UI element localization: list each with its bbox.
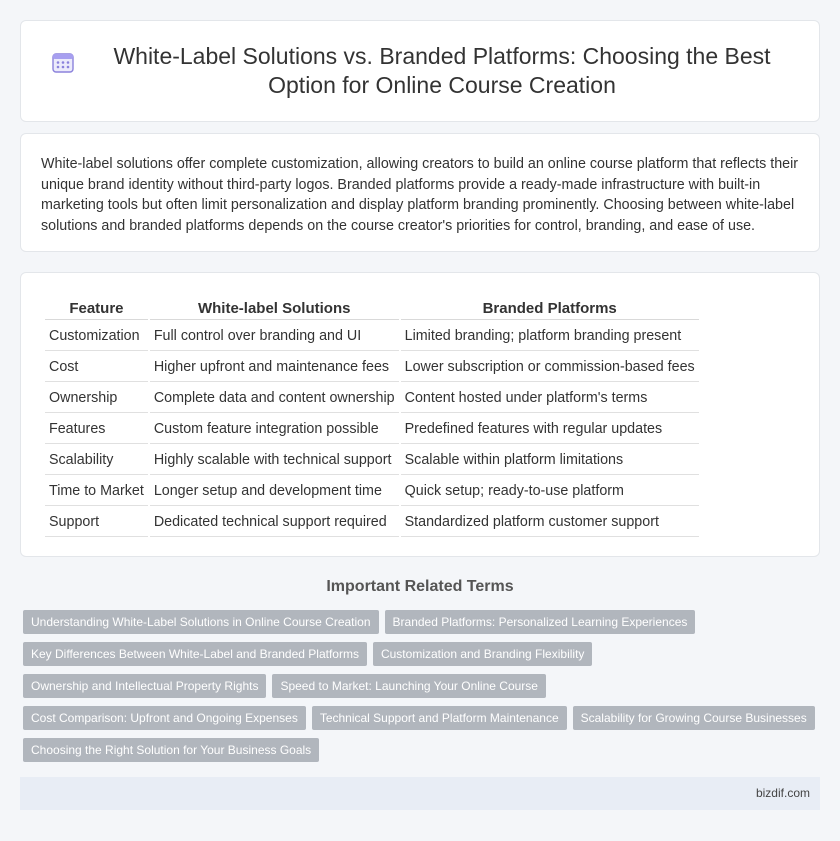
table-row [45,415,699,444]
table-cell: Predefined features with regular updates [401,415,699,444]
comparison-card [20,272,820,557]
table-row [45,322,699,351]
table-header-row [45,297,699,320]
related-term-tag[interactable]: Customization and Branding Flexibility [373,642,592,666]
table-row [45,477,699,506]
table-cell: Limited branding; platform branding present [401,322,699,351]
table-cell: Content hosted under platform's terms [401,384,699,413]
related-term-tag[interactable]: Ownership and Intellectual Property Rights [23,674,266,698]
related-term-tag[interactable]: Branded Platforms: Personalized Learning Experiences [385,610,696,634]
page-title: White-Label Solutions vs. Branded Platforms: Choosing the Best Option for Online Course Creation [113,43,771,98]
related-term-tag[interactable]: Speed to Market: Launching Your Online Course [272,674,546,698]
table-cell: Dedicated technical support required [150,508,399,537]
related-term-tag[interactable]: Understanding White-Label Solutions in Online Course Creation [23,610,379,634]
comparison-table [43,295,701,539]
table-cell: Cost [45,353,148,382]
table-cell: Higher upfront and maintenance fees [150,353,399,382]
table-cell: Ownership [45,384,148,413]
table-cell: Complete data and content ownership [150,384,399,413]
table-cell: Standardized platform customer support [401,508,699,537]
footer [20,777,820,810]
calendar-icon [51,50,75,74]
table-cell: Quick setup; ready-to-use platform [401,477,699,506]
table-row [45,353,699,382]
table-row [45,384,699,413]
related-terms-heading: Important Related Terms [326,578,514,595]
intro-paragraph: White-label solutions offer complete customization, allowing creators to build an online course platform that reflects their unique brand identity without third-party logos. Branded platforms provide a ready-made infrastructure with built-in marketing tools but often limit personalization and display platform branding prominently. Choosing between white-label solutions and branded platforms depends on the course creator's priorities for control, branding, and ease of use. [41,156,799,234]
table-cell: Longer setup and development time [150,477,399,506]
column-header-white-label: White-label Solutions [150,297,399,320]
table-cell: Full control over branding and UI [150,322,399,351]
intro-card [20,133,820,252]
related-term-tag[interactable]: Choosing the Right Solution for Your Business Goals [23,738,319,762]
related-term-tag[interactable]: Technical Support and Platform Maintenance [312,706,567,730]
table-cell: Features [45,415,148,444]
table-cell: Time to Market [45,477,148,506]
table-row [45,446,699,475]
related-term-tag[interactable]: Key Differences Between White-Label and Branded Platforms [23,642,367,666]
table-cell: Highly scalable with technical support [150,446,399,475]
table-row [45,508,699,537]
table-cell: Custom feature integration possible [150,415,399,444]
related-term-tag[interactable]: Cost Comparison: Upfront and Ongoing Expenses [23,706,306,730]
table-cell: Lower subscription or commission-based fees [401,353,699,382]
related-terms-list [23,610,823,770]
table-cell: Scalability [45,446,148,475]
table-cell: Customization [45,322,148,351]
related-term-tag[interactable]: Scalability for Growing Course Businesses [573,706,815,730]
footer-site-link[interactable]: bizdif.com [755,786,810,800]
column-header-branded: Branded Platforms [401,297,699,320]
column-header-feature: Feature [45,297,148,320]
table-cell: Scalable within platform limitations [401,446,699,475]
table-cell: Support [45,508,148,537]
header-card [20,20,820,122]
